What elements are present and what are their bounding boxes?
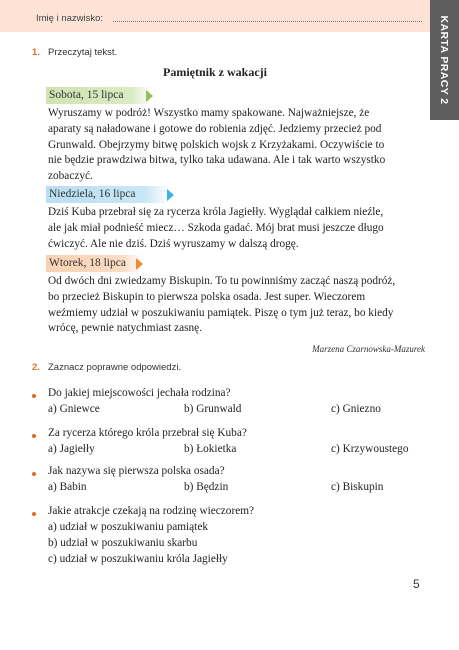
paragraph-line: Dziś Kuba przebrał się za rycerza króla Jagiełły. Wyglądał całkiem nieźle, (48, 206, 384, 218)
paragraph-line: aparaty są naładowane i gotowe do robienia zdjęć. Jedziemy przecież pod (48, 122, 382, 135)
answer-option[interactable]: c) Biskupin (331, 481, 384, 493)
page-number: 5 (413, 577, 420, 591)
paragraph-line: weźmiemy udział w poszukiwaniu pamiątek. Piszę o tym już teraz, bo kiedy (48, 306, 394, 319)
question-1: Do jakiej miejscowości jechała rodzina? (48, 387, 231, 399)
answer-option[interactable]: a) Babin (48, 481, 87, 493)
entry-marker (136, 258, 143, 270)
paragraph-line: Od dwóch dni zwiedzamy Biskupin. To tu powinniśmy zacząć naszą podróż, (48, 275, 396, 287)
question-bullet (32, 394, 36, 398)
worksheet-tab-label: KARTA PRACY 2 (438, 15, 450, 105)
paragraph-line: Grunwald. Obejrzymy bitwę polskich wojsk z Krzyżakami. Oczywiście to (48, 138, 385, 151)
paragraph-line: ćwiczyć. Ale nie dziś. Dziś wyruszamy w dalszą drogę. (48, 237, 299, 250)
task-2-instruction: Zaznacz poprawne odpowiedzi. (48, 362, 182, 373)
name-field[interactable] (113, 21, 422, 22)
answer-option[interactable]: b) Będzin (184, 481, 229, 493)
entry-paragraph-saturday (48, 106, 423, 185)
entry-date-saturday: Sobota, 15 lipca (46, 87, 152, 104)
answer-option[interactable]: c) Gniezno (331, 403, 381, 415)
answer-option[interactable]: a) udział w poszukiwaniu pamiątek (48, 521, 208, 533)
task-1-instruction: Przeczytaj tekst. (48, 47, 118, 58)
text-title: Pamiętnik z wakacji (163, 65, 267, 79)
question-2: Za rycerza którego króla przebrał się Kuba? (48, 427, 247, 439)
name-label: Imię i nazwisko: (36, 13, 104, 24)
paragraph-line: wrócę, pewnie natychmiast zasnę. (48, 322, 203, 335)
answer-option[interactable]: b) Grunwald (184, 403, 242, 415)
paragraph-line: nie będzie prawdziwa bitwa, tylko taka udawana. Ale i tak warto wszystko (48, 154, 386, 167)
answer-option[interactable]: b) Łokietka (184, 443, 237, 455)
answer-option[interactable]: a) Gniewce (48, 403, 100, 415)
question-bullet (32, 434, 36, 438)
worksheet-tab (430, 0, 459, 120)
task-1-number: 1. (32, 47, 40, 58)
text-author: Marzena Czarnowska-Mazurek (312, 344, 425, 354)
entry-paragraph-sunday (48, 205, 423, 252)
answer-option[interactable]: a) Jagiełły (48, 443, 95, 455)
answer-option[interactable]: b) udział w poszukiwaniu skarbu (48, 537, 198, 549)
paragraph-line: ale jak miał podnieść miecz… Szkoda gadać. Mój brat musi jeszcze długo (48, 221, 384, 234)
task-2-number: 2. (32, 362, 40, 373)
entry-paragraph-tuesday (48, 274, 423, 337)
paragraph-line: bo przecież Biskupin to pierwsza polska osada. Jest super. Wieczorem (48, 290, 366, 303)
answer-option[interactable]: c) udział w poszukiwaniu króla Jagiełły (48, 553, 228, 565)
entry-marker (167, 189, 174, 201)
question-3: Jak nazywa się pierwsza polska osada? (48, 465, 225, 477)
entry-date-sunday: Niedziela, 16 lipca (46, 186, 170, 203)
question-4: Jakie atrakcje czekają na rodzinę wieczorem? (48, 505, 255, 517)
paragraph-line: Wyruszamy w podróż! Wszystko mamy spakowane. Najważniejsze, że (48, 107, 370, 119)
name-header (0, 0, 430, 32)
answer-option[interactable]: c) Krzywoustego (331, 443, 409, 455)
question-bullet (32, 472, 36, 476)
entry-date-tuesday: Wtorek, 18 lipca (46, 255, 142, 272)
entry-marker (146, 90, 153, 102)
paragraph-line: zobaczyć. (48, 170, 93, 183)
question-bullet (32, 512, 36, 516)
